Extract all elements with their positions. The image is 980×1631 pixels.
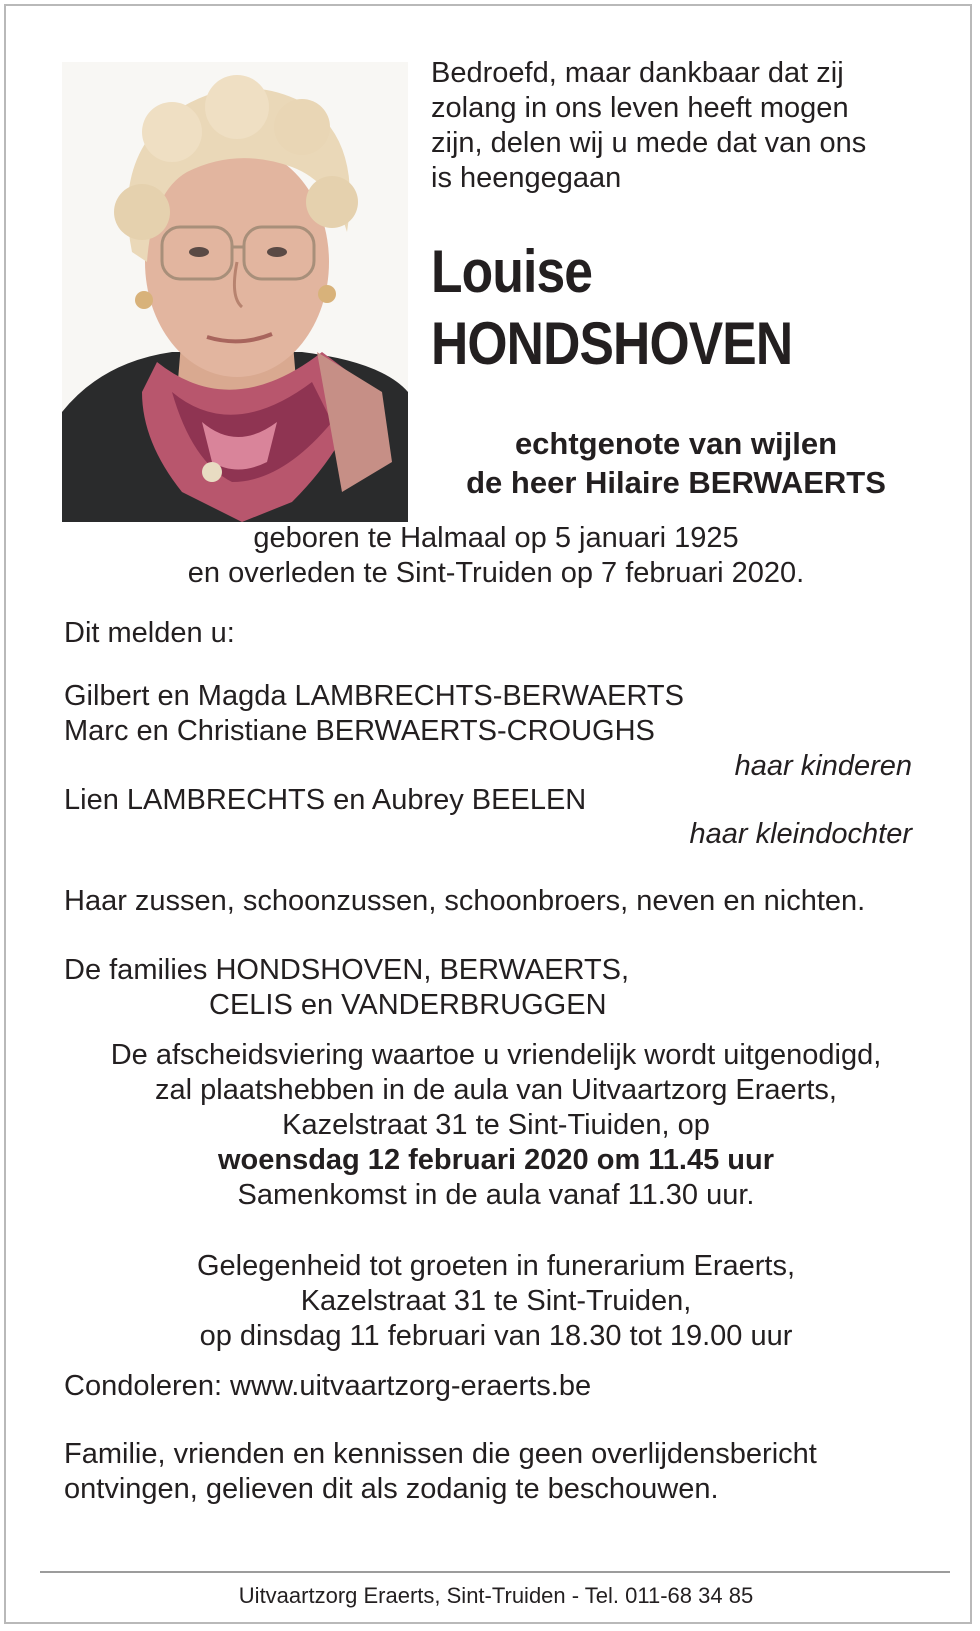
child-line: Gilbert en Magda LAMBRECHTS-BERWAERTS [64, 680, 684, 712]
intro-line: zolang in ons leven heeft mogen [431, 92, 849, 124]
announce-text: Dit melden u: [64, 617, 235, 649]
birth-line: geboren te Halmaal op 5 januari 1925 [253, 522, 739, 554]
first-name: Louise [431, 238, 593, 305]
ceremony-datetime: woensdag 12 februari 2020 om 11.45 uur [217, 1144, 775, 1176]
granddaughter-role: haar kleindochter [689, 818, 912, 850]
children-names [64, 679, 944, 749]
birth-death-info [46, 521, 946, 591]
ceremony-info [46, 1038, 946, 1213]
spouse-info [416, 424, 936, 502]
last-name: HONDSHOVEN [431, 310, 793, 377]
footer-text: Uitvaartzorg Eraerts, Sint-Truiden - Tel. 011-68 34 85 [238, 1583, 754, 1608]
visitation-line: op dinsdag 11 februari van 18.30 tot 19.00 uur [199, 1320, 793, 1352]
closing-line: ontvingen, gelieven dit als zodanig te beschouwen. [64, 1473, 719, 1505]
spouse-line: echtgenote van wijlen [514, 426, 838, 461]
spouse-line: de heer Hilaire BERWAERTS [466, 465, 886, 500]
ceremony-gathering: Samenkomst in de aula vanaf 11.30 uur. [237, 1179, 755, 1211]
child-line: Marc en Christiane BERWAERTS-CROUGHS [64, 715, 655, 747]
portrait-photo [62, 62, 408, 522]
children-role: haar kinderen [734, 750, 912, 782]
visitation-line: Gelegenheid tot groeten in funerarium Eraerts, [196, 1250, 796, 1282]
death-line: en overleden te Sint-Truiden op 7 februari 2020. [187, 557, 805, 589]
ceremony-line: Kazelstraat 31 te Sint-Tiuiden, op [282, 1109, 710, 1141]
intro-line: is heengegaan [431, 162, 622, 194]
visitation-info [46, 1249, 946, 1354]
closing-line: Familie, vrienden en kennissen die geen overlijdensbericht [64, 1438, 817, 1470]
families-text [64, 953, 944, 1023]
intro-text [431, 56, 931, 196]
obituary-card [4, 4, 972, 1624]
visitation-line: Kazelstraat 31 te Sint-Truiden, [300, 1285, 692, 1317]
granddaughter-names: Lien LAMBRECHTS en Aubrey BEELEN [64, 784, 587, 816]
intro-line: Bedroefd, maar dankbaar dat zij [431, 57, 844, 89]
condolences-text: Condoleren: www.uitvaartzorg-eraerts.be [64, 1370, 592, 1402]
deceased-name [431, 236, 878, 380]
relatives-text: Haar zussen, schoonzussen, schoonbroers, neven en nichten. [64, 885, 866, 917]
ceremony-line: De afscheidsviering waartoe u vriendelijk wordt uitgenodigd, [110, 1039, 882, 1071]
portrait-illustration [62, 62, 408, 522]
families-line: De families HONDSHOVEN, BERWAERTS, [64, 954, 630, 986]
intro-line: zijn, delen wij u mede dat van ons [431, 127, 867, 159]
ceremony-line: zal plaatshebben in de aula van Uitvaartzorg Eraerts, [155, 1074, 837, 1106]
closing-text [64, 1437, 944, 1507]
families-line: CELIS en VANDERBRUGGEN [209, 989, 607, 1021]
footer-divider [40, 1571, 950, 1573]
